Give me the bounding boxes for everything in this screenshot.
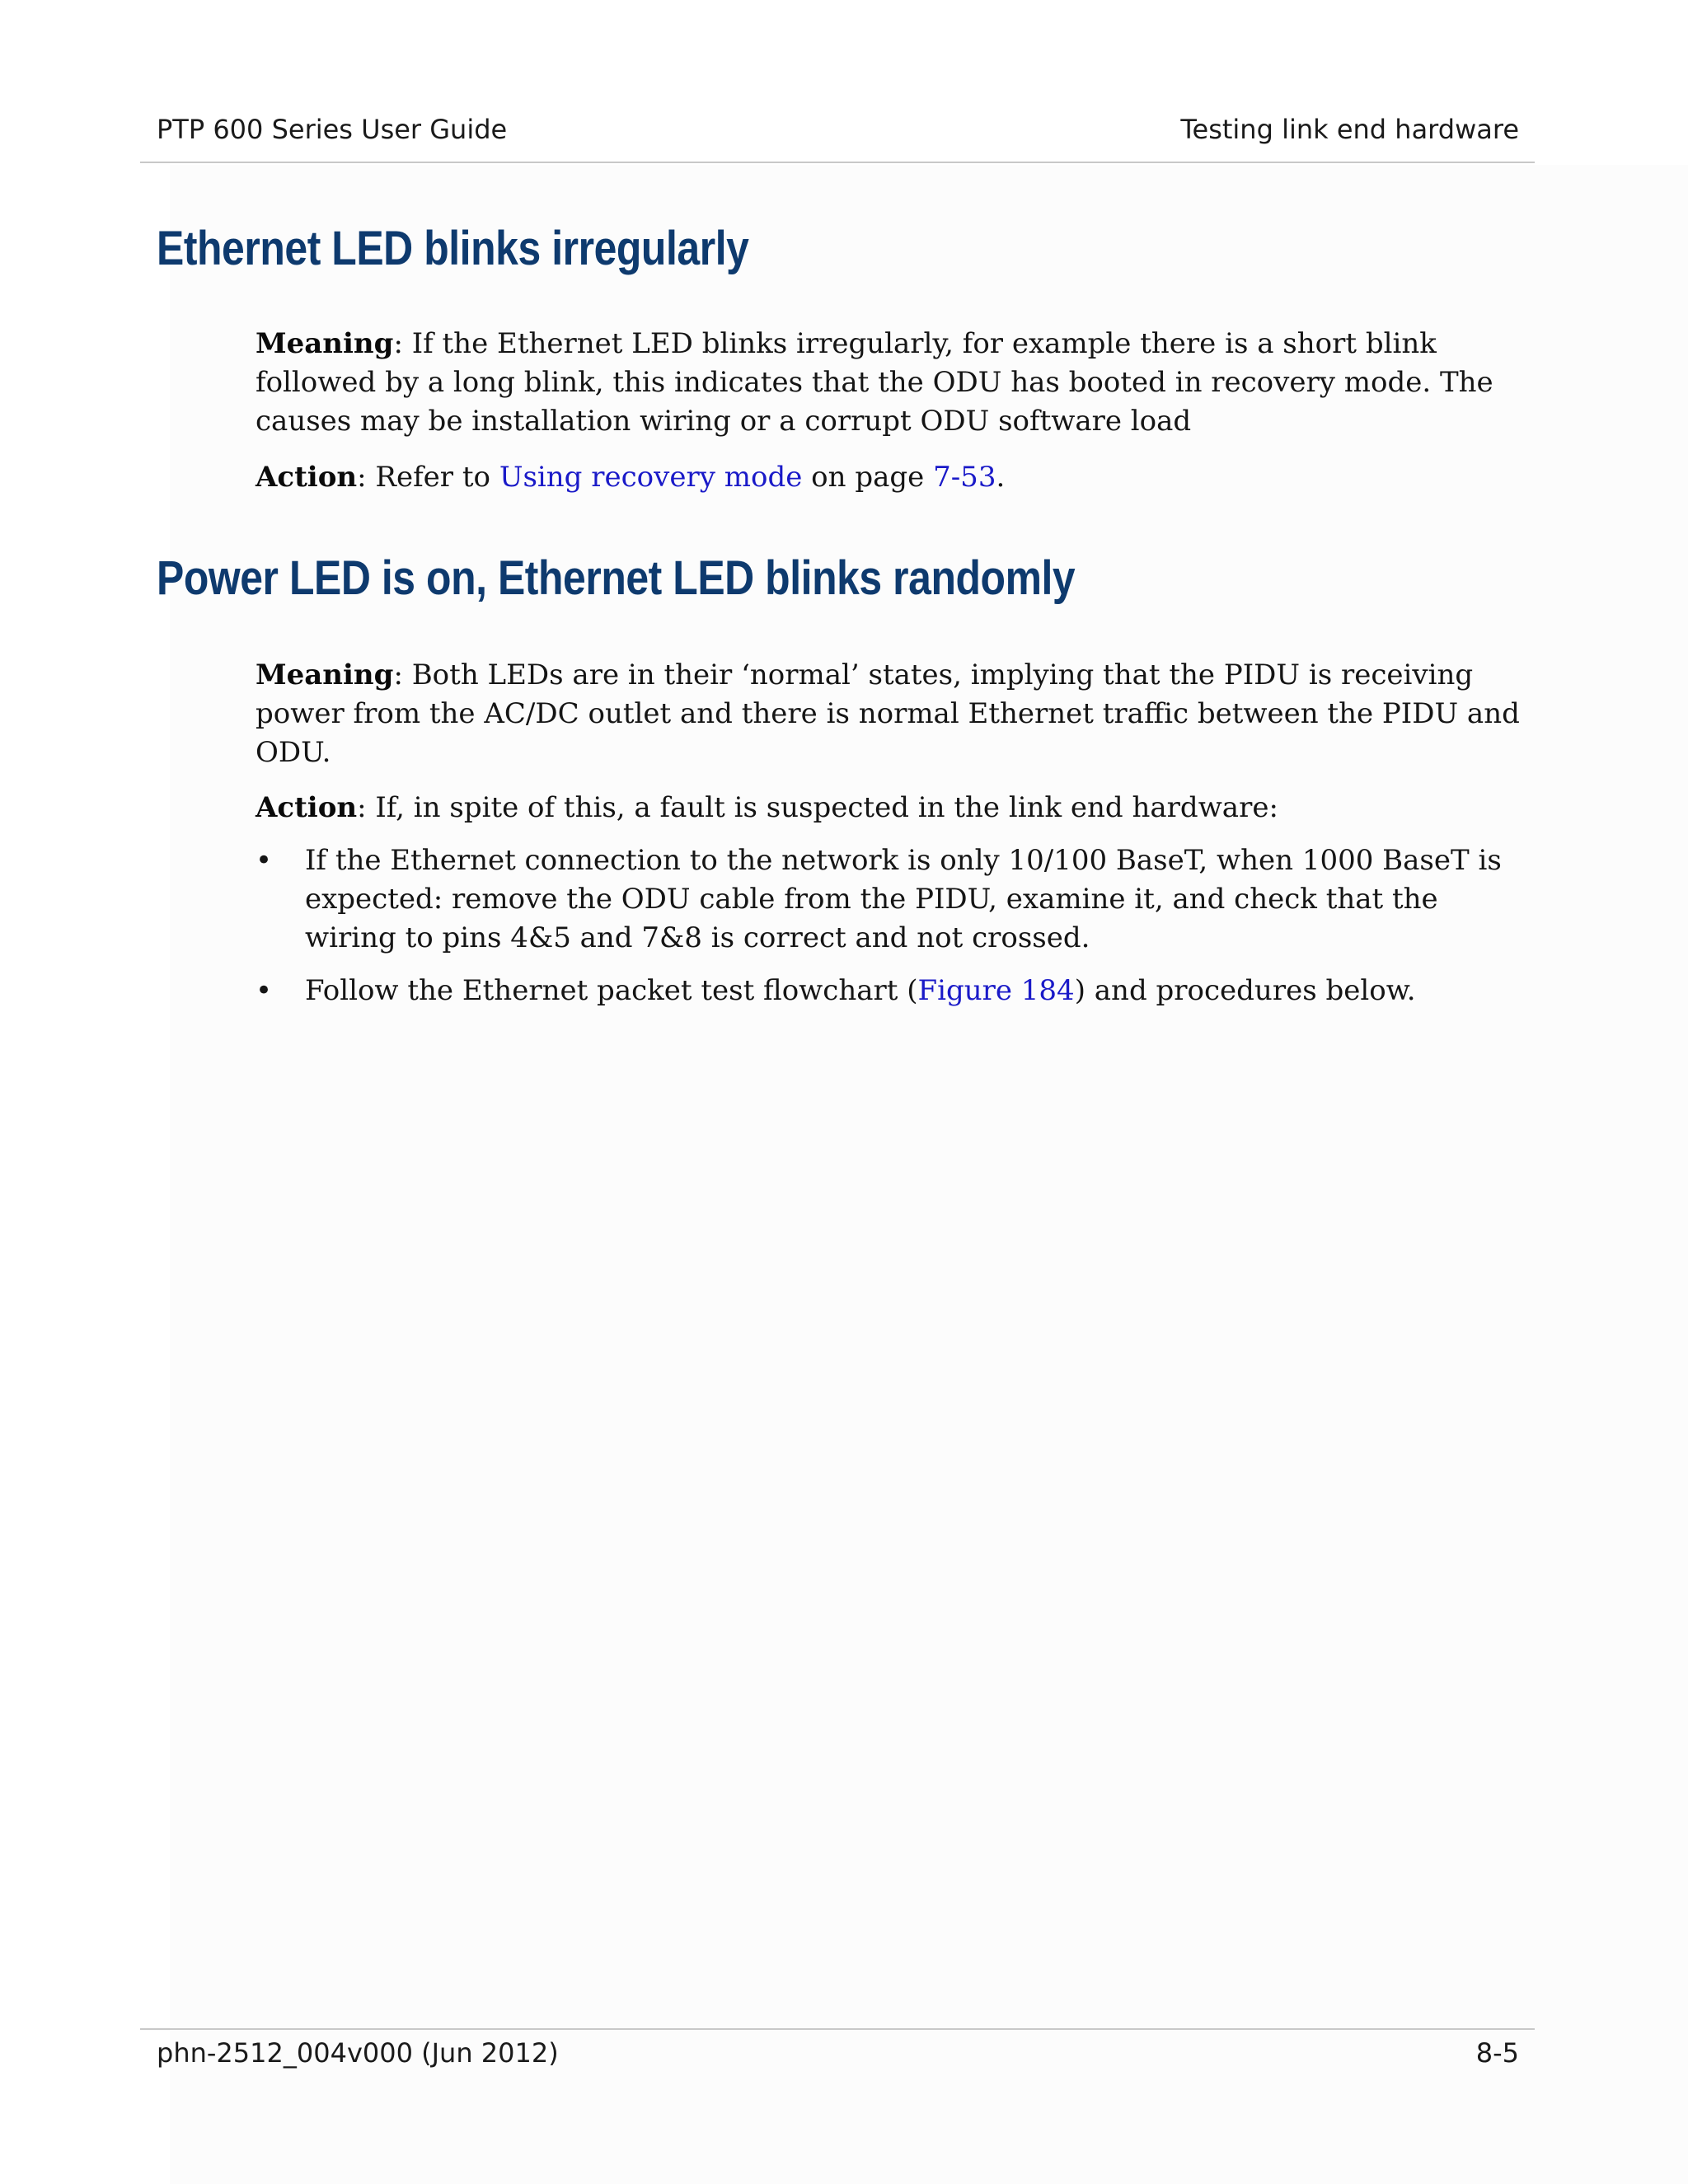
list-item [256, 841, 1525, 958]
action-suffix: . [996, 461, 1006, 494]
action-label: Action [256, 461, 358, 494]
section1-action [256, 458, 1525, 497]
bullet-text: If the Ethernet connection to the network is only 10/100 BaseT, when 1000 BaseT is expected: remove the ODU cable from the PIDU, examine it, and check that the wiring to pins 4&5 and 7&8 is correct and not crossed. [305, 844, 1502, 954]
running-header [157, 114, 1519, 153]
running-footer [157, 2037, 1519, 2077]
header-section-title: Testing link end hardware [1180, 114, 1519, 145]
section2-action [256, 789, 1525, 827]
footer-doc-id: phn-2512_004v000 (Jun 2012) [157, 2037, 559, 2069]
heading-ethernet-led-irregular: Ethernet LED blinks irregularly [157, 222, 749, 275]
action-text: : If, in spite of this, a fault is suspected in the link end hardware: [357, 791, 1278, 824]
footer-page-number: 8-5 [1475, 2037, 1519, 2069]
action-middle: on page [802, 461, 934, 494]
meaning-text: : If the Ethernet LED blinks irregularly, for example there is a short blink followed by a long blink, this indicates that the ODU has booted in recovery mode. The causes may be installation wiring or a corrupt ODU software load [256, 327, 1493, 438]
bullet-prefix: Follow the Ethernet packet test flowchart ( [305, 974, 918, 1007]
link-page-7-53[interactable]: 7-53 [933, 461, 996, 494]
header-rule [140, 162, 1535, 163]
action-prefix: : Refer to [357, 461, 499, 494]
footer-rule [140, 2028, 1535, 2030]
meaning-label: Meaning [256, 327, 394, 360]
action-bullet-list [256, 841, 1525, 1024]
bullet-icon: • [256, 844, 273, 877]
header-doc-title: PTP 600 Series User Guide [157, 114, 508, 145]
action-label: Action [256, 791, 358, 824]
link-figure-184[interactable]: Figure 184 [917, 974, 1075, 1007]
list-item [256, 972, 1525, 1010]
link-using-recovery-mode[interactable]: Using recovery mode [499, 461, 803, 494]
section2-meaning [256, 656, 1525, 772]
bullet-icon: • [256, 974, 273, 1007]
meaning-label: Meaning [256, 658, 394, 691]
bullet-suffix: ) and procedures below. [1074, 974, 1416, 1007]
heading-power-led-on: Power LED is on, Ethernet LED blinks randomly [157, 551, 1076, 605]
meaning-text: : Both LEDs are in their ‘normal’ states, implying that the PIDU is receiving power from the AC/DC outlet and there is normal Ethernet traffic between the PIDU and ODU. [256, 658, 1520, 769]
section1-meaning [256, 325, 1525, 441]
